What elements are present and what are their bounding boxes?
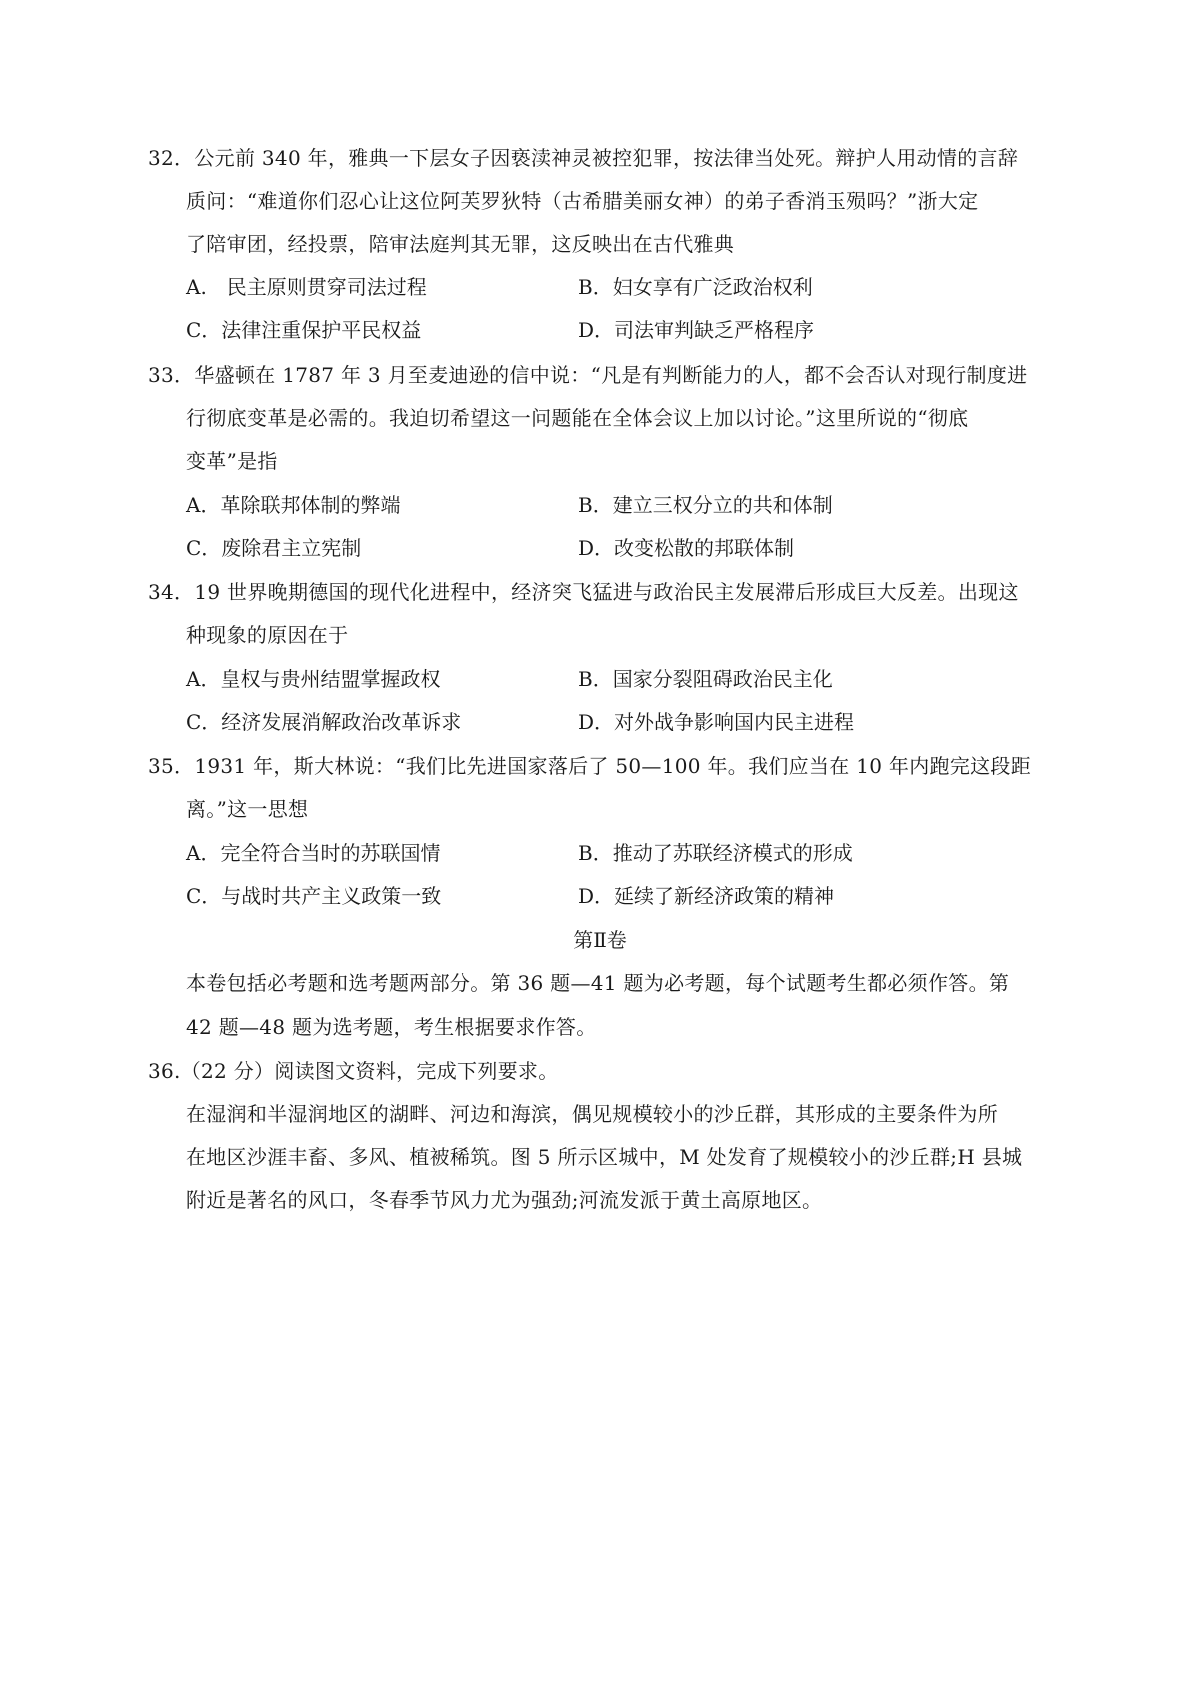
q32-stem-line-1: 32．公元前 340 年，雅典一下层女子因亵渎神灵被控犯罪，按法律当处死。辩护人用动情的言辞 bbox=[148, 146, 1019, 170]
q34-option-d: D．对外战争影响国内民主进程 bbox=[578, 710, 855, 734]
q35-option-b: B．推动了苏联经济模式的形成 bbox=[578, 841, 853, 865]
q33-stem-line-3: 变革”是指 bbox=[186, 449, 278, 473]
q36-paragraph-line-1: 在湿润和半湿润地区的湖畔、河边和海滨，偶见规模较小的沙丘群，其形成的主要条件为所 bbox=[186, 1102, 998, 1126]
section-intro-line-2: 42 题—48 题为选考题，考生根据要求作答。 bbox=[186, 1015, 597, 1039]
q32-option-d: D．司法审判缺乏严格程序 bbox=[578, 318, 815, 342]
q32-option-c: C．法律注重保护平民权益 bbox=[186, 318, 422, 342]
q35-option-a: A．完全符合当时的苏联国情 bbox=[186, 841, 441, 865]
q33-option-c: C．废除君主立宪制 bbox=[186, 536, 362, 560]
q33-option-a: A．革除联邦体制的弊端 bbox=[186, 493, 401, 517]
q34-option-b: B．国家分裂阻碍政治民主化 bbox=[578, 667, 833, 691]
q33-option-b: B．建立三权分立的共和体制 bbox=[578, 493, 833, 517]
q34-option-a: A．皇权与贵州结盟掌握政权 bbox=[186, 667, 441, 691]
q34-stem-line-1: 34．19 世界晚期德国的现代化进程中，经济突飞猛进与政治民主发展滞后形成巨大反差。出现这 bbox=[148, 580, 1019, 604]
q35-option-d: D．延续了新经济政策的精神 bbox=[578, 884, 835, 908]
section-intro-line-1: 本卷包括必考题和选考题两部分。第 36 题—41 题为必考题，每个试题考生都必须作答。第 bbox=[186, 971, 1010, 995]
q35-option-c: C．与战时共产主义政策一致 bbox=[186, 884, 442, 908]
q36-stem-line-1: 36.（22 分）阅读图文资料，完成下列要求。 bbox=[148, 1059, 559, 1083]
q32-option-b: B．妇女享有广泛政治权利 bbox=[578, 275, 813, 299]
q33-option-d: D．改变松散的邦联体制 bbox=[578, 536, 795, 560]
q33-stem-line-2: 行彻底变革是必需的。我迫切希望这一问题能在全体会议上加以讨论。”这里所说的“彻底 bbox=[186, 406, 969, 430]
q36-paragraph-line-2: 在地区沙涯丰畜、多风、植被稀筑。图 5 所示区城中，M 处发育了规模较小的沙丘群;H 县城 bbox=[186, 1145, 1023, 1169]
q35-stem-line-2: 离。”这一思想 bbox=[186, 797, 309, 821]
q34-option-c: C．经济发展消解政治改革诉求 bbox=[186, 710, 462, 734]
q33-stem-line-1: 33．华盛顿在 1787 年 3 月至麦迪逊的信中说：“凡是有判断能力的人，都不会否认对现行制度进 bbox=[148, 363, 1028, 387]
q35-stem-line-1: 35．1931 年，斯大林说：“我们比先进国家落后了 50—100 年。我们应当在 10 年内跑完这段距 bbox=[148, 754, 1032, 778]
q32-stem-line-3: 了陪审团，经投票，陪审法庭判其无罪，这反映出在古代雅典 bbox=[186, 232, 735, 256]
q32-stem-line-2: 质问：“难道你们忍心让这位阿芙罗狄特（古希腊美丽女神）的弟子香消玉殒吗？”浙大定 bbox=[186, 189, 979, 213]
q36-paragraph-line-3: 附近是著名的风口，冬春季节风力尤为强劲;河流发派于黄土高原地区。 bbox=[186, 1188, 823, 1212]
q34-stem-line-2: 种现象的原因在于 bbox=[186, 623, 349, 647]
section-title: 第Ⅱ卷 bbox=[573, 928, 627, 952]
q32-option-a: A. 民主原则贯穿司法过程 bbox=[186, 275, 427, 299]
